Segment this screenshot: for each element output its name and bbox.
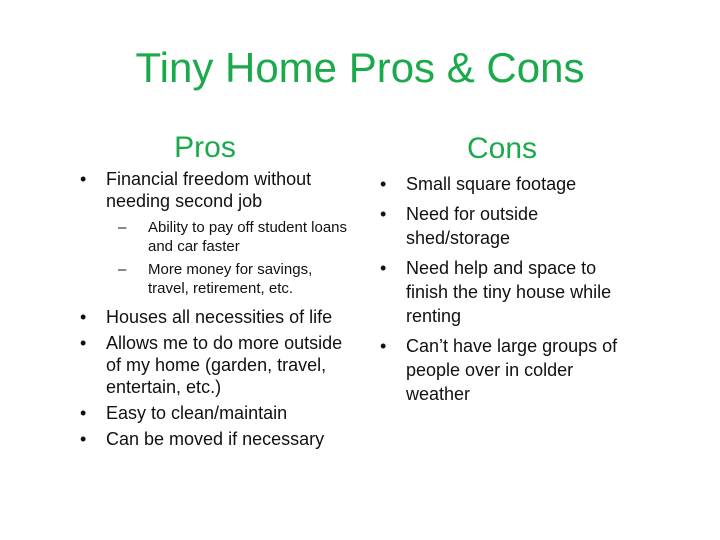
pros-subitem: – More money for savings, travel, retirement, etc.: [112, 260, 355, 298]
pros-item-text: Financial freedom without needing second job: [106, 169, 312, 211]
pros-sublist: [106, 218, 355, 298]
pros-item: • Can be moved if necessary: [80, 428, 355, 450]
pros-heading: Pros: [174, 131, 236, 164]
cons-item: • Need for outside shed/storage: [380, 202, 630, 250]
cons-item: • Small square footage: [380, 172, 630, 196]
cons-heading: Cons: [466, 132, 538, 165]
pros-list: [80, 168, 355, 454]
pros-item: [80, 168, 355, 298]
pros-item: • Allows me to do more outside of my home (garden, travel, entertain, etc.): [80, 332, 355, 398]
pros-item: • Easy to clean/maintain: [80, 402, 355, 424]
pros-item: • Houses all necessities of life: [80, 306, 355, 328]
cons-list: [380, 172, 630, 412]
slide-title: Tiny Home Pros & Cons: [135, 44, 585, 91]
cons-item: • Need help and space to finish the tiny house while renting: [380, 256, 630, 328]
cons-item: • Can’t have large groups of people over in colder weather: [380, 334, 630, 406]
pros-subitem: – Ability to pay off student loans and car faster: [112, 218, 355, 256]
